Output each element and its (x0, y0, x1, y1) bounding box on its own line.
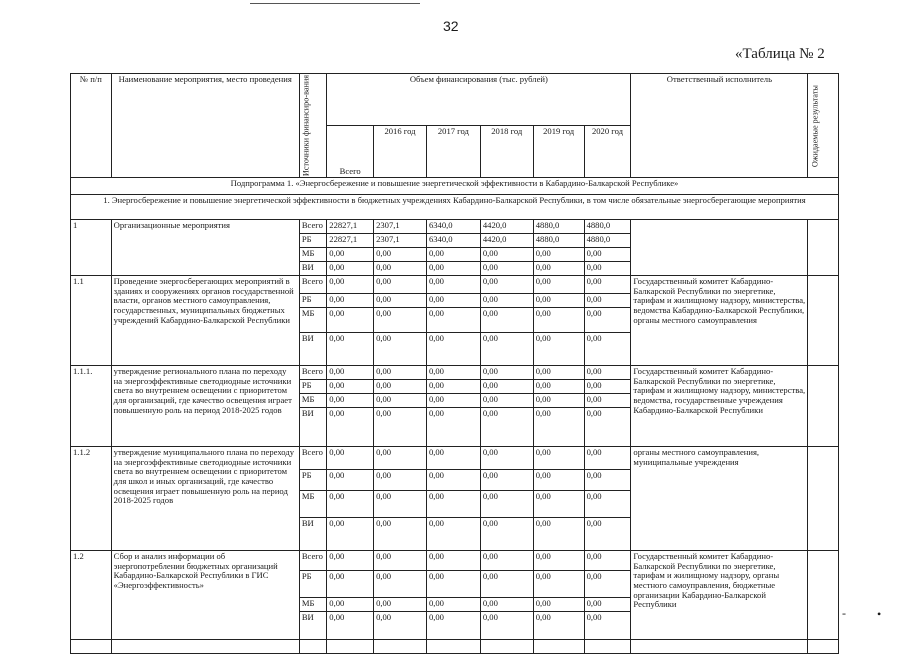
header-year: 2018 год (480, 126, 533, 178)
header-year: 2017 год (426, 126, 480, 178)
empty-cell (374, 640, 427, 654)
amount-total: 0,00 (327, 333, 374, 366)
amount-year: 0,00 (533, 262, 584, 276)
amount-year: 0,00 (480, 333, 533, 366)
responsible-executor (631, 220, 808, 276)
amount-year: 0,00 (480, 447, 533, 470)
activity-name: Проведение энергосберегающих мероприятий в зданиях и сооружениях органов государственной власти, органов местного самоуправления, государственных, муниципальных бюджетных учреждений Кабардино-Балкарской Республики (111, 276, 299, 366)
amount-year: 0,00 (426, 470, 480, 491)
amount-total: 0,00 (327, 380, 374, 394)
amount-year: 0,00 (374, 551, 427, 571)
amount-year: 0,00 (374, 408, 427, 447)
funding-source: РБ (299, 470, 326, 491)
amount-year: 0,00 (426, 598, 480, 612)
amount-year: 0,00 (584, 598, 631, 612)
amount-year: 0,00 (480, 308, 533, 333)
amount-year: 0,00 (426, 380, 480, 394)
amount-year: 0,00 (426, 571, 480, 598)
amount-year: 0,00 (426, 248, 480, 262)
table-row-empty (71, 640, 839, 654)
amount-total: 0,00 (327, 262, 374, 276)
amount-year: 6340,0 (426, 234, 480, 248)
funding-source: ВИ (299, 612, 326, 640)
amount-year: 0,00 (480, 380, 533, 394)
amount-year: 0,00 (426, 333, 480, 366)
funding-source: МБ (299, 598, 326, 612)
amount-total: 0,00 (327, 571, 374, 598)
top-rule (250, 3, 420, 4)
amount-year: 0,00 (480, 294, 533, 308)
amount-year: 0,00 (426, 394, 480, 408)
table-row (71, 551, 839, 571)
amount-year: 0,00 (480, 408, 533, 447)
amount-year: 0,00 (584, 366, 631, 380)
expected-results (808, 276, 839, 366)
amount-year: 0,00 (584, 551, 631, 571)
amount-year: 0,00 (374, 294, 427, 308)
amount-year: 0,00 (426, 408, 480, 447)
activity-number: 1.1.2 (71, 447, 112, 551)
amount-year: 0,00 (426, 276, 480, 294)
amount-year: 0,00 (533, 551, 584, 571)
empty-cell (426, 640, 480, 654)
amount-year: 0,00 (584, 276, 631, 294)
funding-source: ВИ (299, 333, 326, 366)
amount-year: 0,00 (533, 491, 584, 518)
footer-dot: • (877, 607, 882, 621)
amount-year: 0,00 (374, 394, 427, 408)
funding-source: РБ (299, 571, 326, 598)
amount-year: 0,00 (480, 518, 533, 551)
responsible-executor: Государственный комитет Кабардино-Балкарской Республики по энергетике, тарифам и жилищному надзору, министерства, ведомства Кабардино-Балкарской Республики, органы местного самоуправления (631, 276, 808, 366)
header-results: Ожидаемые результаты (808, 74, 839, 178)
funding-source: ВИ (299, 518, 326, 551)
amount-year: 0,00 (533, 333, 584, 366)
amount-year: 0,00 (426, 551, 480, 571)
amount-year: 0,00 (584, 408, 631, 447)
amount-total: 0,00 (327, 470, 374, 491)
amount-year: 0,00 (374, 598, 427, 612)
amount-year: 0,00 (374, 248, 427, 262)
activity-number: 1.1 (71, 276, 112, 366)
amount-year: 0,00 (533, 380, 584, 394)
amount-year: 0,00 (426, 447, 480, 470)
amount-year: 2307,1 (374, 234, 427, 248)
header-total: Всего (327, 126, 374, 178)
amount-year: 0,00 (480, 612, 533, 640)
amount-year: 0,00 (533, 408, 584, 447)
header-source: Источники финансиро-вания (299, 74, 326, 178)
amount-total: 0,00 (327, 308, 374, 333)
amount-year: 0,00 (480, 394, 533, 408)
amount-year: 0,00 (533, 248, 584, 262)
amount-year: 0,00 (374, 470, 427, 491)
funding-source: Всего (299, 366, 326, 380)
amount-year: 0,00 (426, 612, 480, 640)
table-row (71, 276, 839, 294)
amount-year: 0,00 (533, 308, 584, 333)
responsible-executor: Государственный комитет Кабардино-Балкарской Республики по энергетике, тарифам и жилищному надзору, органы местного самоуправления, бюджетные организации Кабардино-Балкарской Республики (631, 551, 808, 640)
header-year: 2016 год (374, 126, 427, 178)
amount-year: 0,00 (426, 294, 480, 308)
funding-source: Всего (299, 551, 326, 571)
amount-year: 4420,0 (480, 234, 533, 248)
amount-year: 0,00 (584, 470, 631, 491)
amount-year: 0,00 (480, 551, 533, 571)
empty-cell (299, 640, 326, 654)
amount-year: 0,00 (480, 598, 533, 612)
amount-year: 2307,1 (374, 220, 427, 234)
amount-year: 0,00 (584, 571, 631, 598)
amount-total: 22827,1 (327, 234, 374, 248)
amount-year: 0,00 (533, 276, 584, 294)
funding-table (70, 73, 839, 654)
amount-year: 0,00 (533, 366, 584, 380)
amount-year: 0,00 (374, 518, 427, 551)
funding-source: Всего (299, 276, 326, 294)
funding-source: РБ (299, 380, 326, 394)
activity-number: 1.2 (71, 551, 112, 640)
amount-year: 0,00 (584, 333, 631, 366)
activity-number: 1.1.1. (71, 366, 112, 447)
table-title: «Таблица № 2 (735, 46, 825, 62)
empty-cell (480, 640, 533, 654)
header-year: 2020 год (584, 126, 631, 178)
amount-year: 0,00 (374, 571, 427, 598)
amount-year: 4420,0 (480, 220, 533, 234)
funding-source: Всего (299, 220, 326, 234)
activity-name: утверждение регионального плана по переходу на энергоэффективные светодиодные источники света во внутреннем освещении с приоритетом для организаций, где качество освещения играет повышенную роль на период 2018-2025 годов (111, 366, 299, 447)
funding-source: Всего (299, 447, 326, 470)
header-number: № п/п (71, 74, 112, 178)
amount-year: 6340,0 (426, 220, 480, 234)
funding-source: МБ (299, 248, 326, 262)
funding-source: РБ (299, 234, 326, 248)
table-row (71, 220, 839, 234)
subprogram-title: Подпрограмма 1. «Энергосбережение и повышение энергетической эффективности в Кабардино-Балкарской Республике» (71, 178, 839, 195)
amount-year: 0,00 (584, 491, 631, 518)
amount-year: 4880,0 (533, 234, 584, 248)
amount-year: 0,00 (584, 394, 631, 408)
empty-cell (71, 640, 112, 654)
amount-total: 0,00 (327, 612, 374, 640)
responsible-executor: органы местного самоуправления, муниципальные учреждения (631, 447, 808, 551)
amount-year: 0,00 (533, 571, 584, 598)
amount-year: 0,00 (533, 394, 584, 408)
activity-name: утверждение муниципального плана по переходу на энергоэффективные светодиодные источники света во внутреннем освещении с приоритетом для школ и иных организаций, где качество освещения играет повышенную роль на период 2018-2025 годов (111, 447, 299, 551)
amount-year: 0,00 (426, 366, 480, 380)
amount-year: 0,00 (480, 276, 533, 294)
funding-source: ВИ (299, 408, 326, 447)
header-name: Наименование мероприятия, место проведения (111, 74, 299, 178)
activity-number: 1 (71, 220, 112, 276)
amount-total: 22827,1 (327, 220, 374, 234)
amount-year: 4880,0 (584, 220, 631, 234)
amount-total: 0,00 (327, 294, 374, 308)
expected-results (808, 551, 839, 640)
amount-year: 0,00 (480, 262, 533, 276)
amount-total: 0,00 (327, 551, 374, 571)
header-executor: Ответственный исполнитель (631, 74, 808, 178)
expected-results (808, 447, 839, 551)
amount-year: 0,00 (584, 612, 631, 640)
empty-cell (111, 640, 299, 654)
amount-year: 0,00 (533, 447, 584, 470)
empty-cell (533, 640, 584, 654)
activity-name: Организационные мероприятия (111, 220, 299, 276)
amount-year: 0,00 (426, 262, 480, 276)
activity-name: Сбор и анализ информации об энергопотреблении бюджетных организаций Кабардино-Балкарской Республики в ГИС «Энергоэффективность» (111, 551, 299, 640)
amount-year: 0,00 (584, 262, 631, 276)
amount-year: 0,00 (480, 470, 533, 491)
amount-year: 0,00 (533, 470, 584, 491)
amount-year: 0,00 (374, 447, 427, 470)
expected-results (808, 220, 839, 276)
amount-total: 0,00 (327, 276, 374, 294)
amount-year: 0,00 (480, 491, 533, 518)
amount-year: 0,00 (584, 308, 631, 333)
amount-year: 0,00 (374, 491, 427, 518)
amount-total: 0,00 (327, 518, 374, 551)
table-row (71, 366, 839, 380)
amount-year: 0,00 (584, 294, 631, 308)
amount-total: 0,00 (327, 366, 374, 380)
funding-source: РБ (299, 294, 326, 308)
responsible-executor: Государственный комитет Кабардино-Балкарской Республики по энергетике, тарифам и жилищному надзору, министерства, ведомства, государственные учреждения Кабардино-Балкарской Республики (631, 366, 808, 447)
footer-dash: - (842, 606, 846, 620)
amount-year: 0,00 (584, 248, 631, 262)
amount-year: 0,00 (480, 366, 533, 380)
header-funding: Объем финансирования (тыс. рублей) (327, 74, 631, 126)
section-title: 1. Энергосбережение и повышение энергетической эффективности в бюджетных учреждениях Кабардино-Балкарской Республики, в том числе обязательные энергосберегающие мероприятия (71, 195, 839, 220)
amount-year: 0,00 (374, 612, 427, 640)
amount-year: 0,00 (533, 294, 584, 308)
table-row (71, 447, 839, 470)
amount-year: 0,00 (480, 248, 533, 262)
amount-year: 0,00 (584, 518, 631, 551)
amount-year: 0,00 (374, 380, 427, 394)
amount-total: 0,00 (327, 447, 374, 470)
funding-source: МБ (299, 491, 326, 518)
amount-total: 0,00 (327, 491, 374, 518)
expected-results (808, 366, 839, 447)
amount-year: 0,00 (374, 262, 427, 276)
empty-cell (327, 640, 374, 654)
amount-total: 0,00 (327, 408, 374, 447)
amount-total: 0,00 (327, 394, 374, 408)
page-number: 32 (443, 18, 459, 34)
funding-source: МБ (299, 394, 326, 408)
amount-year: 4880,0 (533, 220, 584, 234)
amount-year: 0,00 (533, 518, 584, 551)
amount-year: 0,00 (533, 598, 584, 612)
amount-total: 0,00 (327, 598, 374, 612)
amount-year: 0,00 (426, 518, 480, 551)
amount-year: 0,00 (533, 612, 584, 640)
amount-year: 0,00 (584, 380, 631, 394)
empty-cell (631, 640, 808, 654)
amount-year: 4880,0 (584, 234, 631, 248)
amount-year: 0,00 (374, 308, 427, 333)
funding-source: ВИ (299, 262, 326, 276)
empty-cell (584, 640, 631, 654)
empty-cell (808, 640, 839, 654)
amount-year: 0,00 (374, 276, 427, 294)
funding-source: МБ (299, 308, 326, 333)
amount-year: 0,00 (426, 491, 480, 518)
amount-year: 0,00 (374, 333, 427, 366)
amount-year: 0,00 (584, 447, 631, 470)
amount-year: 0,00 (426, 308, 480, 333)
header-year: 2019 год (533, 126, 584, 178)
amount-year: 0,00 (374, 366, 427, 380)
amount-total: 0,00 (327, 248, 374, 262)
amount-year: 0,00 (480, 571, 533, 598)
